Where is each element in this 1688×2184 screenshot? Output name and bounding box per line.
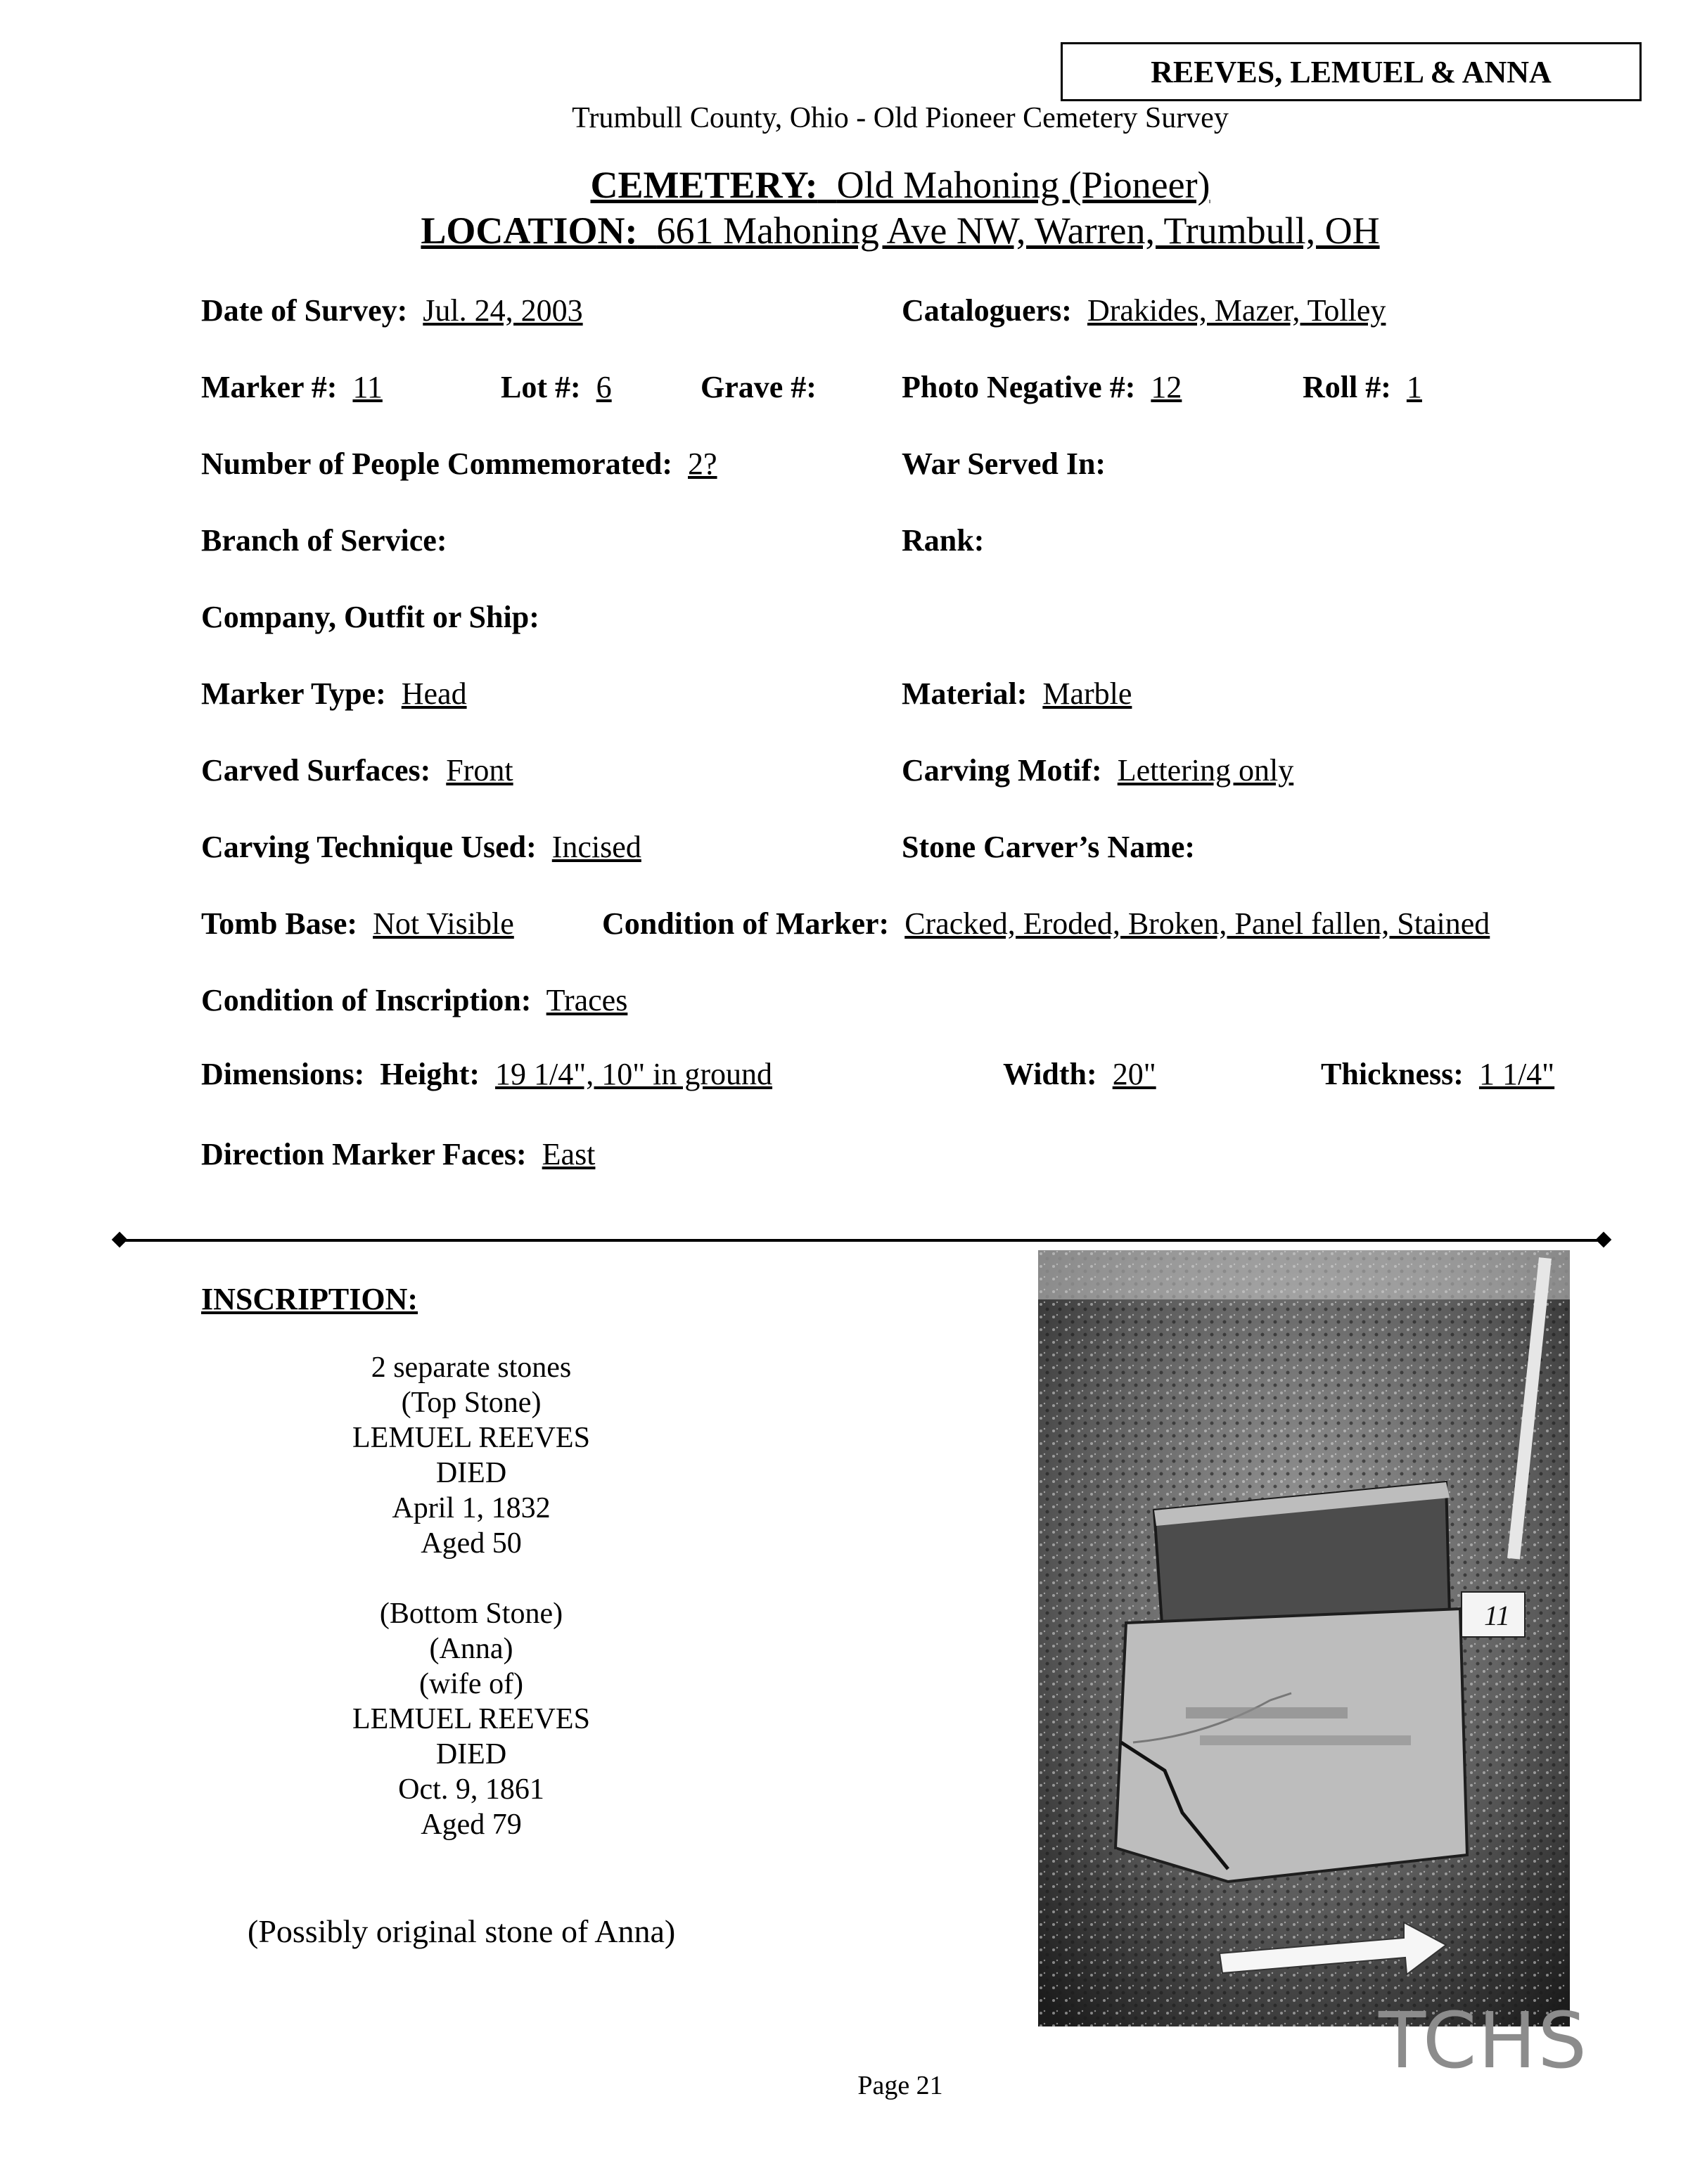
company-label: Company, Outfit or Ship: — [201, 600, 539, 634]
marker-number — [201, 369, 383, 405]
photo-negative-value: 12 — [1151, 370, 1182, 404]
location-value: 661 Mahoning Ave NW, Warren, Trumbull, OH — [656, 210, 1380, 252]
rank — [902, 522, 984, 558]
cemetery-line — [0, 163, 1688, 207]
location-label: LOCATION: — [421, 210, 638, 252]
rank-label: Rank: — [902, 523, 985, 558]
carved-surfaces — [201, 752, 513, 788]
carved-surfaces-value: Front — [446, 753, 513, 788]
inscription-line: (Anna) — [429, 1633, 513, 1665]
tchs-watermark: TCHS — [1379, 1996, 1589, 2086]
condition-of-marker-value: Cracked, Eroded, Broken, Panel fallen, Stained — [904, 906, 1490, 941]
dimensions-thickness — [1321, 1056, 1554, 1092]
marker-type-value: Head — [401, 676, 467, 711]
condition-of-inscription — [201, 982, 627, 1018]
cataloguers-value: Drakides, Mazer, Tolley — [1087, 293, 1386, 328]
inscription-blank-line — [260, 1561, 682, 1596]
condition-of-marker — [602, 906, 1490, 942]
people-commemorated — [201, 446, 717, 482]
photo-negative-label: Photo Negative #: — [902, 370, 1136, 404]
inscription-line: 2 separate stones — [371, 1351, 572, 1384]
inscription-note: (Possibly original stone of Anna) — [248, 1913, 676, 1949]
lot-number-label: Lot #: — [501, 370, 581, 404]
inscription-line: (Top Stone) — [401, 1387, 542, 1419]
section-divider — [120, 1239, 1604, 1242]
grave-number — [701, 369, 817, 405]
grave-number-label: Grave #: — [701, 370, 817, 404]
marker-number-value: 11 — [352, 370, 383, 404]
dimensions-width — [1003, 1056, 1156, 1092]
height-label: Height: — [380, 1057, 480, 1091]
page-number: Page 21 — [857, 2071, 943, 2100]
carving-technique-value: Incised — [551, 830, 641, 864]
roll-number-value: 1 — [1406, 370, 1422, 404]
tomb-base-label: Tomb Base: — [201, 906, 358, 941]
inscription-text — [260, 1350, 682, 1842]
material — [902, 676, 1132, 712]
inscription-line: Aged 50 — [421, 1527, 522, 1560]
inscription-line: (Bottom Stone) — [379, 1598, 563, 1630]
carving-technique-label: Carving Technique Used: — [201, 830, 537, 864]
stone-carver-label: Stone Carver’s Name: — [902, 830, 1196, 864]
carving-technique — [201, 829, 641, 865]
direction-label: Direction Marker Faces: — [201, 1137, 527, 1171]
date-of-survey-label: Date of Survey: — [201, 293, 408, 328]
carving-motif — [902, 752, 1293, 788]
carving-motif-value: Lettering only — [1117, 753, 1294, 788]
location-line — [0, 209, 1688, 252]
inscription-line: Oct. 9, 1861 — [398, 1773, 544, 1806]
date-of-survey-value: Jul. 24, 2003 — [423, 293, 583, 328]
material-label: Material: — [902, 676, 1028, 711]
cataloguers-label: Cataloguers: — [902, 293, 1072, 328]
inscription-line: LEMUEL REEVES — [352, 1703, 590, 1735]
gravestone-photo-graphic — [1038, 1250, 1570, 2026]
name-box: REEVES, LEMUEL & ANNA — [1061, 42, 1642, 101]
date-of-survey — [201, 293, 583, 328]
dimensions-height — [201, 1056, 772, 1092]
tomb-base — [201, 906, 514, 942]
photo-marker-tag: 11 — [1484, 1600, 1511, 1631]
condition-of-inscription-value: Traces — [546, 983, 628, 1017]
carving-motif-label: Carving Motif: — [902, 753, 1102, 788]
divider-left-diamond-icon — [112, 1232, 128, 1248]
condition-of-inscription-label: Condition of Inscription: — [201, 983, 532, 1017]
marker-number-label: Marker #: — [201, 370, 338, 404]
gravestone-photo — [1038, 1250, 1570, 2026]
roll-number-label: Roll #: — [1303, 370, 1391, 404]
branch-of-service — [201, 522, 447, 558]
stone-carver — [902, 829, 1195, 865]
lot-number-value: 6 — [596, 370, 612, 404]
direction-marker-faces — [201, 1136, 595, 1172]
thickness-value: 1 1/4" — [1478, 1057, 1555, 1091]
condition-of-marker-label: Condition of Marker: — [602, 906, 890, 941]
dimensions-label: Dimensions: — [201, 1057, 365, 1091]
lot-number — [501, 369, 612, 405]
inscription-line: (wife of) — [418, 1668, 524, 1700]
inscription-line: LEMUEL REEVES — [352, 1422, 590, 1454]
people-commemorated-label: Number of People Commemorated: — [201, 447, 673, 481]
direction-value: East — [542, 1137, 596, 1171]
war-served-label: War Served In: — [902, 447, 1106, 481]
material-value: Marble — [1042, 676, 1132, 711]
roll-number — [1303, 369, 1422, 405]
inscription-line: Aged 79 — [421, 1809, 522, 1841]
inscription-line: DIED — [435, 1738, 507, 1771]
cataloguers — [902, 293, 1386, 328]
inscription-line: DIED — [435, 1457, 507, 1489]
branch-of-service-label: Branch of Service: — [201, 523, 447, 558]
war-served — [902, 446, 1106, 482]
thickness-label: Thickness: — [1321, 1057, 1464, 1091]
height-value: 19 1/4", 10" in ground — [495, 1057, 773, 1091]
cemetery-value: Old Mahoning (Pioneer) — [836, 164, 1210, 206]
photo-negative — [902, 369, 1182, 405]
tomb-base-value: Not Visible — [373, 906, 514, 941]
width-label: Width: — [1003, 1057, 1097, 1091]
people-commemorated-value: 2? — [688, 447, 717, 481]
divider-right-diamond-icon — [1596, 1232, 1612, 1248]
marker-type — [201, 676, 467, 712]
marker-type-label: Marker Type: — [201, 676, 386, 711]
survey-title: Trumbull County, Ohio - Old Pioneer Cemetery Survey — [572, 102, 1229, 134]
width-value: 20" — [1112, 1057, 1156, 1091]
inscription-heading: INSCRIPTION: — [201, 1282, 418, 1316]
cemetery-label: CEMETERY: — [590, 164, 818, 206]
inscription-line: April 1, 1832 — [392, 1492, 551, 1524]
company-outfit-ship — [201, 599, 539, 635]
carved-surfaces-label: Carved Surfaces: — [201, 753, 431, 788]
